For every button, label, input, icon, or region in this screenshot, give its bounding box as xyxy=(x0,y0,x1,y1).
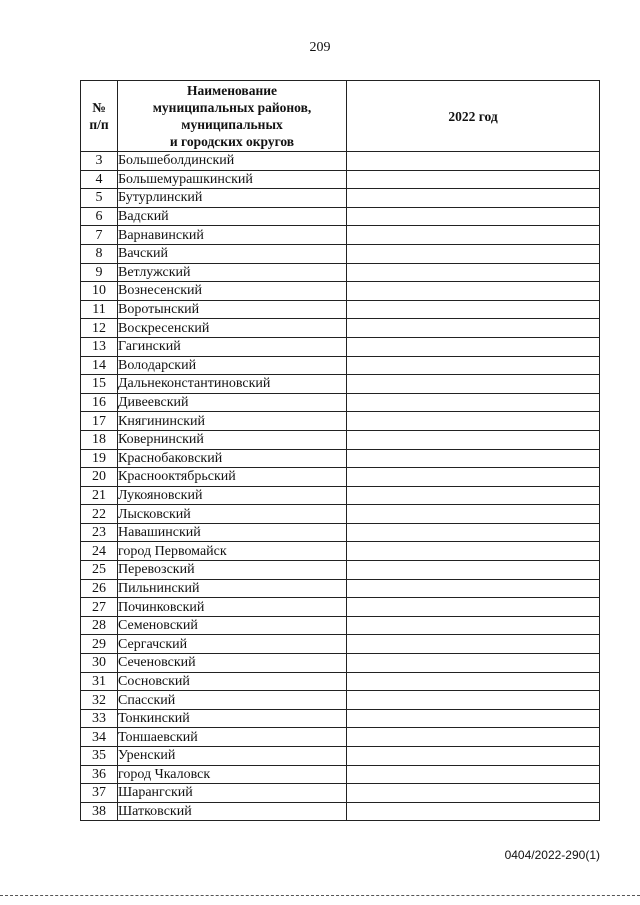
row-name-cell: Дивеевский xyxy=(118,393,347,412)
row-year-value-cell xyxy=(347,337,600,356)
row-name-cell: Большемурашкинский xyxy=(118,170,347,189)
row-number-cell: 33 xyxy=(81,709,118,728)
row-name-cell: Шарангский xyxy=(118,784,347,803)
row-year-value-cell xyxy=(347,765,600,784)
table-row xyxy=(81,412,600,431)
row-name-cell: Воскресенский xyxy=(118,319,347,338)
row-year-value-cell xyxy=(347,654,600,673)
header-year: 2022 год xyxy=(347,81,600,152)
table-header xyxy=(81,81,600,152)
row-number-cell: 15 xyxy=(81,375,118,394)
row-year-value-cell xyxy=(347,616,600,635)
row-year-value-cell xyxy=(347,207,600,226)
row-number-cell: 22 xyxy=(81,505,118,524)
row-name-cell: Навашинский xyxy=(118,523,347,542)
table-row xyxy=(81,579,600,598)
row-name-cell: Сеченовский xyxy=(118,654,347,673)
row-number-cell: 36 xyxy=(81,765,118,784)
header-name xyxy=(118,81,347,152)
document-code: 0404/2022-290(1) xyxy=(504,848,600,862)
row-number-cell: 29 xyxy=(81,635,118,654)
header-number xyxy=(81,81,118,152)
row-name-cell: Лысковский xyxy=(118,505,347,524)
table-row xyxy=(81,654,600,673)
table-row xyxy=(81,616,600,635)
table-row xyxy=(81,152,600,171)
row-year-value-cell xyxy=(347,282,600,301)
row-year-value-cell xyxy=(347,542,600,561)
table-body xyxy=(81,152,600,821)
table-row xyxy=(81,561,600,580)
table-row xyxy=(81,282,600,301)
row-name-cell: Вадский xyxy=(118,207,347,226)
table-row xyxy=(81,207,600,226)
row-name-cell: Тонкинский xyxy=(118,709,347,728)
row-year-value-cell xyxy=(347,747,600,766)
row-name-cell: Починковский xyxy=(118,598,347,617)
table-row xyxy=(81,375,600,394)
row-year-value-cell xyxy=(347,784,600,803)
row-year-value-cell xyxy=(347,244,600,263)
row-number-cell: 32 xyxy=(81,691,118,710)
row-name-cell: Гагинский xyxy=(118,337,347,356)
row-year-value-cell xyxy=(347,672,600,691)
table-row xyxy=(81,765,600,784)
table-row xyxy=(81,486,600,505)
row-number-cell: 10 xyxy=(81,282,118,301)
row-name-cell: Ветлужский xyxy=(118,263,347,282)
row-number-cell: 9 xyxy=(81,263,118,282)
table-row xyxy=(81,691,600,710)
row-number-cell: 6 xyxy=(81,207,118,226)
table-row xyxy=(81,430,600,449)
row-number-cell: 3 xyxy=(81,152,118,171)
row-number-cell: 31 xyxy=(81,672,118,691)
row-name-cell: Сосновский xyxy=(118,672,347,691)
header-name-line: муниципальных районов, xyxy=(152,100,312,115)
row-name-cell: Княгининский xyxy=(118,412,347,431)
row-name-cell: Бутурлинский xyxy=(118,189,347,208)
row-name-cell: Краснооктябрьский xyxy=(118,468,347,487)
row-name-cell: Дальнеконстантиновский xyxy=(118,375,347,394)
table-row xyxy=(81,747,600,766)
row-year-value-cell xyxy=(347,802,600,821)
header-name-line: Наименование xyxy=(187,83,277,98)
table-row xyxy=(81,393,600,412)
row-name-cell: Сергачский xyxy=(118,635,347,654)
row-number-cell: 34 xyxy=(81,728,118,747)
row-year-value-cell xyxy=(347,468,600,487)
row-name-cell: Пильнинский xyxy=(118,579,347,598)
header-number-line: п/п xyxy=(89,117,109,132)
row-year-value-cell xyxy=(347,152,600,171)
row-name-cell: Тоншаевский xyxy=(118,728,347,747)
row-year-value-cell xyxy=(347,691,600,710)
table-row xyxy=(81,319,600,338)
row-year-value-cell xyxy=(347,709,600,728)
table-row xyxy=(81,542,600,561)
scan-edge-line xyxy=(0,895,640,898)
row-year-value-cell xyxy=(347,189,600,208)
table-row xyxy=(81,300,600,319)
row-name-cell: Уренский xyxy=(118,747,347,766)
row-name-cell: город Первомайск xyxy=(118,542,347,561)
row-name-cell: Вознесенский xyxy=(118,282,347,301)
table-row xyxy=(81,672,600,691)
row-year-value-cell xyxy=(347,300,600,319)
row-number-cell: 25 xyxy=(81,561,118,580)
row-name-cell: Вачский xyxy=(118,244,347,263)
row-number-cell: 17 xyxy=(81,412,118,431)
row-year-value-cell xyxy=(347,598,600,617)
table-row xyxy=(81,337,600,356)
row-year-value-cell xyxy=(347,561,600,580)
row-number-cell: 20 xyxy=(81,468,118,487)
table-row xyxy=(81,468,600,487)
row-name-cell: Краснобаковский xyxy=(118,449,347,468)
row-year-value-cell xyxy=(347,635,600,654)
row-name-cell: Шатковский xyxy=(118,802,347,821)
row-year-value-cell xyxy=(347,412,600,431)
row-year-value-cell xyxy=(347,505,600,524)
table-row xyxy=(81,728,600,747)
row-number-cell: 16 xyxy=(81,393,118,412)
row-name-cell: Лукояновский xyxy=(118,486,347,505)
row-year-value-cell xyxy=(347,579,600,598)
row-number-cell: 24 xyxy=(81,542,118,561)
table-row xyxy=(81,449,600,468)
table-row xyxy=(81,356,600,375)
table-row xyxy=(81,170,600,189)
row-number-cell: 12 xyxy=(81,319,118,338)
page-number: 209 xyxy=(309,40,331,55)
row-name-cell: Спасский xyxy=(118,691,347,710)
table-row xyxy=(81,635,600,654)
row-number-cell: 5 xyxy=(81,189,118,208)
table-row xyxy=(81,226,600,245)
table-row xyxy=(81,802,600,821)
row-name-cell: Володарский xyxy=(118,356,347,375)
table-row xyxy=(81,709,600,728)
row-name-cell: Варнавинский xyxy=(118,226,347,245)
row-number-cell: 35 xyxy=(81,747,118,766)
row-year-value-cell xyxy=(347,170,600,189)
row-number-cell: 14 xyxy=(81,356,118,375)
row-number-cell: 28 xyxy=(81,616,118,635)
row-number-cell: 13 xyxy=(81,337,118,356)
row-number-cell: 8 xyxy=(81,244,118,263)
table-row xyxy=(81,523,600,542)
row-number-cell: 23 xyxy=(81,523,118,542)
row-name-cell: Большеболдинский xyxy=(118,152,347,171)
table-row xyxy=(81,189,600,208)
row-number-cell: 38 xyxy=(81,802,118,821)
row-name-cell: город Чкаловск xyxy=(118,765,347,784)
row-number-cell: 26 xyxy=(81,579,118,598)
row-year-value-cell xyxy=(347,356,600,375)
row-name-cell: Воротынский xyxy=(118,300,347,319)
header-name-line: и городских округов xyxy=(169,134,295,149)
row-number-cell: 4 xyxy=(81,170,118,189)
row-number-cell: 7 xyxy=(81,226,118,245)
row-year-value-cell xyxy=(347,319,600,338)
row-number-cell: 30 xyxy=(81,654,118,673)
header-row xyxy=(81,81,600,152)
row-year-value-cell xyxy=(347,375,600,394)
table-row xyxy=(81,505,600,524)
row-number-cell: 18 xyxy=(81,430,118,449)
row-number-cell: 21 xyxy=(81,486,118,505)
row-name-cell: Ковернинский xyxy=(118,430,347,449)
row-year-value-cell xyxy=(347,393,600,412)
row-year-value-cell xyxy=(347,263,600,282)
row-name-cell: Перевозский xyxy=(118,561,347,580)
row-year-value-cell xyxy=(347,449,600,468)
header-name-line: муниципальных xyxy=(181,117,283,132)
row-number-cell: 27 xyxy=(81,598,118,617)
municipal-table xyxy=(80,80,600,821)
row-year-value-cell xyxy=(347,728,600,747)
row-year-value-cell xyxy=(347,226,600,245)
table-row xyxy=(81,244,600,263)
header-number-line: № xyxy=(92,100,106,115)
row-year-value-cell xyxy=(347,430,600,449)
table-row xyxy=(81,598,600,617)
table-row xyxy=(81,784,600,803)
row-year-value-cell xyxy=(347,523,600,542)
row-year-value-cell xyxy=(347,486,600,505)
table-row xyxy=(81,263,600,282)
row-number-cell: 37 xyxy=(81,784,118,803)
row-name-cell: Семеновский xyxy=(118,616,347,635)
row-number-cell: 11 xyxy=(81,300,118,319)
row-number-cell: 19 xyxy=(81,449,118,468)
